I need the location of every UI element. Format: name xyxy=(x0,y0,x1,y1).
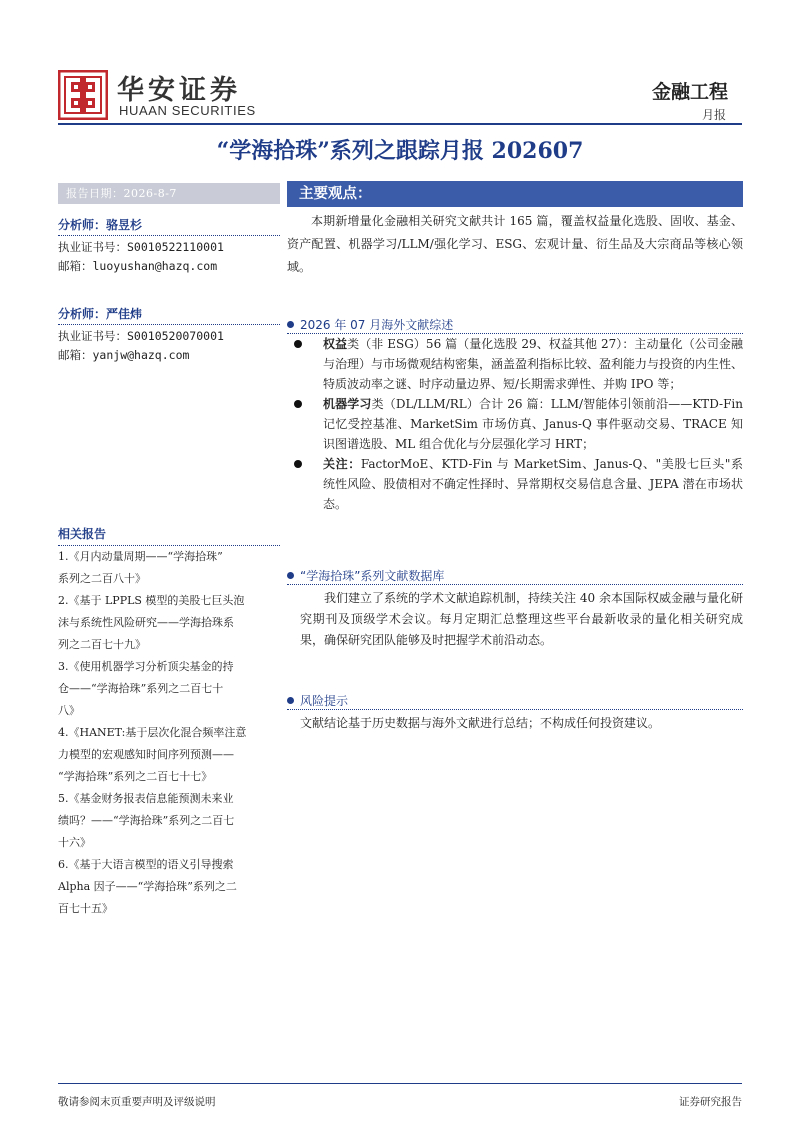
section-heading-review: 2026 年 07 月海外文献综述 xyxy=(287,316,743,334)
related-reports-title: 相关报告 xyxy=(58,525,280,546)
related-report-line[interactable]: Alpha 因子——“学海拾珠”系列之二 xyxy=(58,880,237,893)
related-report-line[interactable]: 八》 xyxy=(58,704,80,717)
related-report-line[interactable]: 力模型的宏观感知时间序列预测—— xyxy=(58,748,234,761)
related-report-line[interactable]: 3.《使用机器学习分析顶尖基金的持 xyxy=(58,660,234,673)
related-report-line[interactable]: 6.《基于大语言模型的语义引导搜索 xyxy=(58,858,234,871)
review-bullet-item: 权益类（非 ESG）56 篇（量化选股 29、权益其他 27）：主动量化（公司金融与治理）与市场微观结构密集，涵盖盈利指标比较、盈利能力与投资的内生性、特质波动率之谜、时序动量边界、短/长期需求弹性、并购 IPO 等； xyxy=(287,334,743,394)
related-report-line[interactable]: 百七十五》 xyxy=(58,902,113,915)
report-type-label: 月报 xyxy=(701,108,726,122)
related-report-line[interactable]: 系列之二百八十》 xyxy=(58,572,146,585)
related-report-line[interactable]: 绩吗？——“学海拾珠”系列之二百七 xyxy=(58,814,235,827)
footer-disclaimer[interactable]: 敬请参阅末页重要声明及评级说明 xyxy=(58,1096,216,1108)
header-divider xyxy=(58,123,742,125)
section-bullet-icon xyxy=(287,697,294,704)
bullet-dot-icon xyxy=(294,400,302,408)
huaan-logo-icon xyxy=(58,70,108,120)
report-title: “学海拾珠”系列之跟踪月报 202607 xyxy=(216,138,584,164)
report-date: 报告日期：2026-8-7 xyxy=(58,183,280,204)
review-bullet-item: 机器学习类（DL/LLM/RL）合计 26 篇：LLM/智能体引领前沿——KTD-Fin 记忆受控基准、MarketSim 市场仿真、Janus-Q 事件驱动交易、TRACE 知识图谱选股、ML 组合优化与分层强化学习 HRT； xyxy=(287,394,743,454)
review-bullet-list xyxy=(287,334,743,514)
footer-divider xyxy=(58,1083,742,1084)
bullet-dot-icon xyxy=(294,460,302,468)
analyst-card xyxy=(58,216,280,274)
analyst-card xyxy=(58,305,280,363)
related-report-line[interactable]: 十六》 xyxy=(58,836,91,849)
related-report-line[interactable]: 1.《月内动量周期——“学海拾珠” xyxy=(58,550,223,563)
related-report-line[interactable]: “学海拾珠”系列之二百七十七》 xyxy=(58,770,213,783)
analyst-cert: 执业证书号：S0010522110001 xyxy=(58,240,224,254)
key-points-heading: 主要观点： xyxy=(287,181,743,207)
section-bullet-icon xyxy=(287,572,294,579)
footer-report-label: 证券研究报告 xyxy=(679,1096,742,1108)
analyst-name: 分析师：严佳炜 xyxy=(58,305,280,325)
risk-paragraph: 文献结论基于历史数据与海外文献进行总结；不构成任何投资建议。 xyxy=(300,716,661,730)
section-heading-database: “学海拾珠”系列文献数据库 xyxy=(287,567,743,585)
related-report-line[interactable]: 沫与系统性风险研究——学海拾珠系 xyxy=(58,616,234,629)
department-label: 金融工程 xyxy=(651,81,728,103)
analyst-cert: 执业证书号：S0010520070001 xyxy=(58,329,224,343)
brand-name-en: HUAAN SECURITIES xyxy=(119,103,256,118)
database-paragraph: 我们建立了系统的学术文献追踪机制，持续关注 40 余本国际权威金融与量化研究期刊及顶级学术会议。每月定期汇总整理这些平台最新收录的量化相关研究成果，确保研究团队能够及时把握学术前沿动态。 xyxy=(300,591,743,647)
brand-name-cn: 华安证券 xyxy=(117,75,241,106)
related-reports-list xyxy=(58,546,280,920)
analyst-name: 分析师：骆昱杉 xyxy=(58,216,280,236)
review-bullet-item: 关注：FactorMoE、KTD-Fin 与 MarketSim、Janus-Q、"美股七巨头"系统性风险、股债相对不确定性择时、异常期权交易信息含量、JEPA 潜在市场状态。 xyxy=(287,454,743,514)
bullet-dot-icon xyxy=(294,340,302,348)
analyst-email[interactable]: 邮箱：yanjw@hazq.com xyxy=(58,348,190,362)
related-report-line[interactable]: 2.《基于 LPPLS 模型的美股七巨头泡 xyxy=(58,594,245,607)
analyst-email[interactable]: 邮箱：luoyushan@hazq.com xyxy=(58,259,218,273)
related-report-line[interactable]: 列之二百七十九》 xyxy=(58,638,146,651)
section-heading-risk: 风险提示 xyxy=(287,692,743,710)
intro-paragraph: 本期新增量化金融相关研究文献共计 165 篇，覆盖权益量化选股、固收、基金、资产配置、机器学习/LLM/强化学习、ESG、宏观计量、衍生品及大宗商品等核心领域。 xyxy=(287,214,743,274)
related-report-line[interactable]: 仓——“学海拾珠”系列之二百七十 xyxy=(58,682,224,695)
related-report-line[interactable]: 4.《HANET:基于层次化混合频率注意 xyxy=(58,726,247,739)
section-bullet-icon xyxy=(287,321,294,328)
related-report-line[interactable]: 5.《基金财务报表信息能预测未来业 xyxy=(58,792,234,805)
